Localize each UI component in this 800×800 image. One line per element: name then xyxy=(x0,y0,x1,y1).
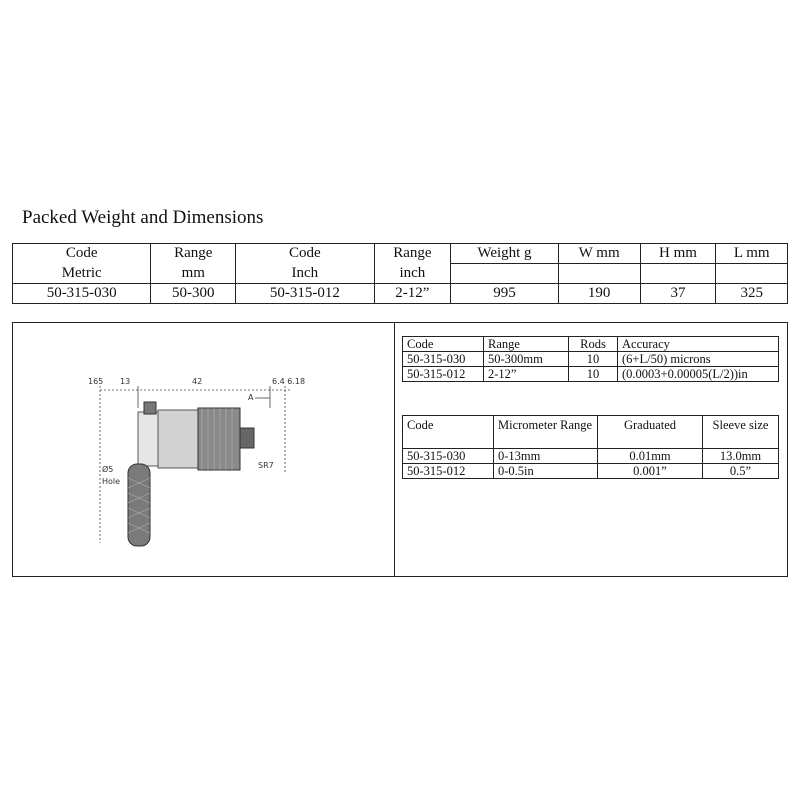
table-cell: 50-315-012 xyxy=(403,367,484,382)
table-row xyxy=(403,367,779,382)
table-cell: 0.01mm xyxy=(598,449,703,464)
table-cell: 190 xyxy=(558,284,640,304)
table-cell: 0-0.5in xyxy=(494,464,598,479)
header-cell: inch xyxy=(374,264,451,284)
header-cell xyxy=(558,264,640,284)
header-cell: W mm xyxy=(558,244,640,264)
micrometer-anvil xyxy=(240,428,254,448)
header-cell: Code xyxy=(236,244,374,264)
header-cell: Range xyxy=(151,244,236,264)
header-cell: Range xyxy=(374,244,451,264)
header-cell: H mm xyxy=(640,244,716,264)
table-cell: 50-300 xyxy=(151,284,236,304)
hole-label: Ø5 xyxy=(102,465,114,474)
table-cell: 50-300mm xyxy=(484,352,569,367)
table-cell: 2-12” xyxy=(374,284,451,304)
table-cell: (0.0003+0.00005(L/2))in xyxy=(618,367,779,382)
table-cell: 325 xyxy=(716,284,788,304)
handle-grip xyxy=(128,464,150,546)
table-cell: (6+L/50) microns xyxy=(618,352,779,367)
header-cell: Sleeve size xyxy=(703,416,779,449)
micrometer-spec-table xyxy=(402,415,779,479)
dimension-label: 165 xyxy=(88,377,104,386)
table-cell: 37 xyxy=(640,284,716,304)
micrometer-body xyxy=(138,412,158,466)
spec-panel-divider xyxy=(394,322,395,577)
header-cell xyxy=(640,264,716,284)
table-cell: 50-315-030 xyxy=(403,449,494,464)
accuracy-spec-table xyxy=(402,336,779,382)
page-title: Packed Weight and Dimensions xyxy=(22,207,264,228)
radius-label: SR7 xyxy=(258,461,274,470)
table-cell: 0-13mm xyxy=(494,449,598,464)
technical-drawing xyxy=(80,368,310,558)
hole-label: Hole xyxy=(102,477,121,486)
table-cell: 2-12” xyxy=(484,367,569,382)
table-cell: 50-315-012 xyxy=(236,284,374,304)
table-row xyxy=(403,449,779,464)
header-cell: mm xyxy=(151,264,236,284)
header-cell: Code xyxy=(403,337,484,352)
header-cell: Micrometer Range xyxy=(494,416,598,449)
dimension-label: 13 xyxy=(120,377,131,386)
header-cell: Code xyxy=(403,416,494,449)
table-cell: 0.001” xyxy=(598,464,703,479)
table-row xyxy=(403,352,779,367)
header-cell xyxy=(451,264,559,284)
header-cell xyxy=(716,264,788,284)
header-cell: Accuracy xyxy=(618,337,779,352)
table-cell: 10 xyxy=(569,352,618,367)
table-cell: 50-315-030 xyxy=(403,352,484,367)
dimension-label: 6.4 6.18 xyxy=(272,377,306,386)
table-row xyxy=(13,264,788,284)
table-cell: 13.0mm xyxy=(703,449,779,464)
header-cell: Range xyxy=(484,337,569,352)
table-cell: 50-315-030 xyxy=(13,284,151,304)
dimension-label: 42 xyxy=(192,377,203,386)
table-row xyxy=(13,284,788,304)
table-row xyxy=(403,337,779,352)
table-cell: 10 xyxy=(569,367,618,382)
datum-label: A xyxy=(248,393,254,402)
lock-screw xyxy=(144,402,156,414)
header-cell: Code xyxy=(13,244,151,264)
header-cell: Rods xyxy=(569,337,618,352)
table-row xyxy=(13,244,788,264)
header-cell: Inch xyxy=(236,264,374,284)
header-cell: Weight g xyxy=(451,244,559,264)
table-cell: 995 xyxy=(451,284,559,304)
table-cell: 0.5” xyxy=(703,464,779,479)
header-cell: L mm xyxy=(716,244,788,264)
packed-dimensions-table xyxy=(12,243,788,304)
micrometer-thimble xyxy=(198,408,240,470)
table-row xyxy=(403,416,779,449)
micrometer-sleeve xyxy=(158,410,198,468)
header-cell: Metric xyxy=(13,264,151,284)
table-cell: 50-315-012 xyxy=(403,464,494,479)
header-cell: Graduated xyxy=(598,416,703,449)
table-row xyxy=(403,464,779,479)
